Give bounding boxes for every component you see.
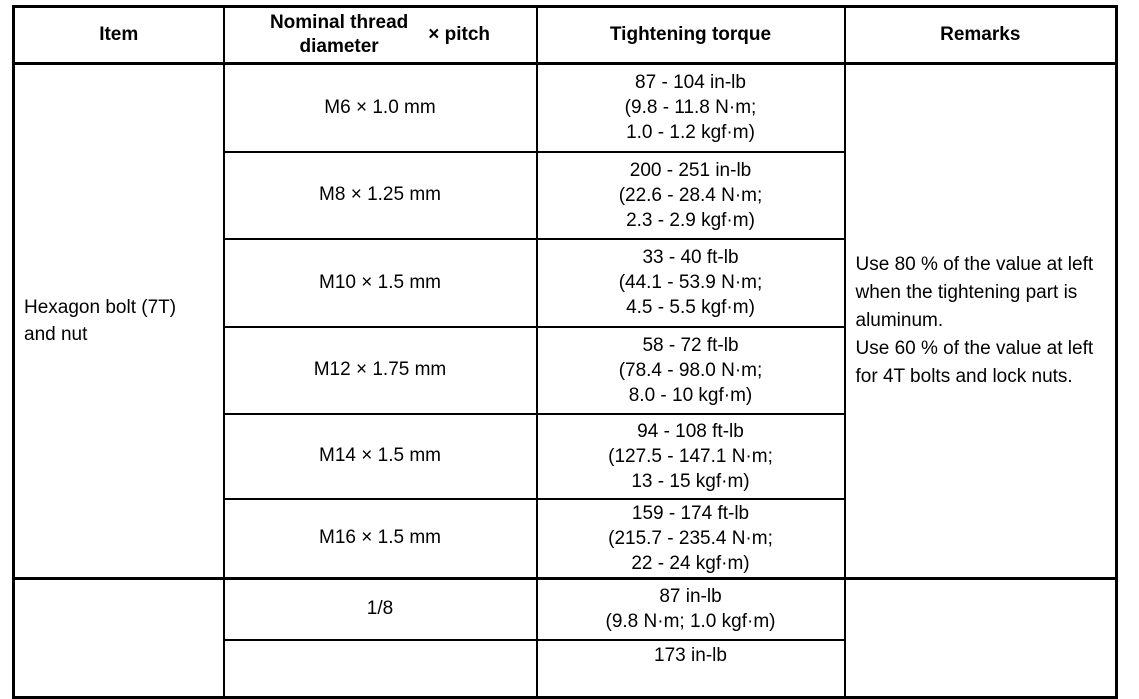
torque-line: (78.4 - 98.0 N·m; <box>618 359 763 381</box>
torque-line: 87 - 104 in-lb <box>635 72 746 94</box>
torque-line: (215.7 - 235.4 N·m; <box>608 527 773 549</box>
torque-line: 4.5 - 5.5 kgf·m) <box>626 297 755 318</box>
torque-line: 200 - 251 in-lb <box>629 159 752 181</box>
header-nominal-line2: diameter <box>299 36 379 57</box>
size-cell-m16: M16 × 1.5 mm <box>224 499 537 579</box>
size-cell-m6: M6 × 1.0 mm <box>224 64 537 152</box>
torque-line: 159 - 174 ft-lb <box>631 502 750 524</box>
torque-cell-partial <box>537 640 845 698</box>
table-row <box>14 64 1117 152</box>
header-nominal-line1: Nominal thread <box>269 12 409 33</box>
torque-cell-m10 <box>537 239 845 327</box>
size-cell-m8: M8 × 1.25 mm <box>224 152 537 239</box>
torque-line: 173 in-lb <box>654 644 727 666</box>
torque-line: 58 - 72 ft-lb <box>642 334 739 356</box>
item-line2: and nut <box>24 324 88 345</box>
torque-cell-m8 <box>537 152 845 239</box>
size-cell-partial <box>224 640 537 698</box>
torque-cell-1-8 <box>537 579 845 640</box>
torque-line: 22 - 24 kgf·m) <box>631 552 750 574</box>
torque-cell-m14 <box>537 414 845 499</box>
header-pitch: × pitch <box>428 24 491 45</box>
header-nominal-thread <box>224 7 537 64</box>
item-cell-hexagon-bolt <box>14 64 224 579</box>
torque-line: (22.6 - 28.4 N·m; <box>618 184 763 206</box>
torque-line: 13 - 15 kgf·m) <box>631 470 750 492</box>
torque-line: 33 - 40 ft-lb <box>642 247 739 268</box>
torque-line: (127.5 - 147.1 N·m; <box>608 445 773 467</box>
tightening-torque-table <box>12 5 1118 699</box>
torque-line: 87 in-lb <box>659 586 722 608</box>
torque-cell-m12 <box>537 327 845 414</box>
header-item: Item <box>14 7 224 64</box>
torque-line: (9.8 - 11.8 N·m; <box>624 97 757 119</box>
header-remarks: Remarks <box>845 7 1117 64</box>
header-tightening-torque: Tightening torque <box>537 7 845 64</box>
manual-page <box>12 5 1118 699</box>
torque-cell-m16 <box>537 499 845 579</box>
table-header-row <box>14 7 1117 64</box>
torque-line: (9.8 N·m; 1.0 kgf·m) <box>605 611 776 633</box>
remarks-sentence-1: Use 80 % of the value at left when the tightening part is aluminum. <box>855 254 1094 331</box>
torque-line: 8.0 - 10 kgf·m) <box>628 384 753 406</box>
size-cell-m14: M14 × 1.5 mm <box>224 414 537 499</box>
torque-line: 1.0 - 1.2 kgf·m) <box>626 122 755 144</box>
item-cell-section2 <box>14 579 224 698</box>
torque-cell-m6 <box>537 64 845 152</box>
size-cell-m12: M12 × 1.75 mm <box>224 327 537 414</box>
size-cell-m10: M10 × 1.5 mm <box>224 239 537 327</box>
torque-line: (44.1 - 53.9 N·m; <box>618 272 763 293</box>
table-row <box>14 579 1117 640</box>
torque-line: 94 - 108 ft-lb <box>637 420 744 442</box>
item-line1: Hexagon bolt (7T) <box>24 297 177 318</box>
remarks-cell <box>845 64 1117 579</box>
remarks-cell-section2 <box>845 579 1117 698</box>
torque-line: 2.3 - 2.9 kgf·m) <box>626 209 755 231</box>
size-cell-1-8: 1/8 <box>224 579 537 640</box>
remarks-sentence-2: Use 60 % of the value at left for 4T bolts and lock nuts. <box>855 338 1094 387</box>
